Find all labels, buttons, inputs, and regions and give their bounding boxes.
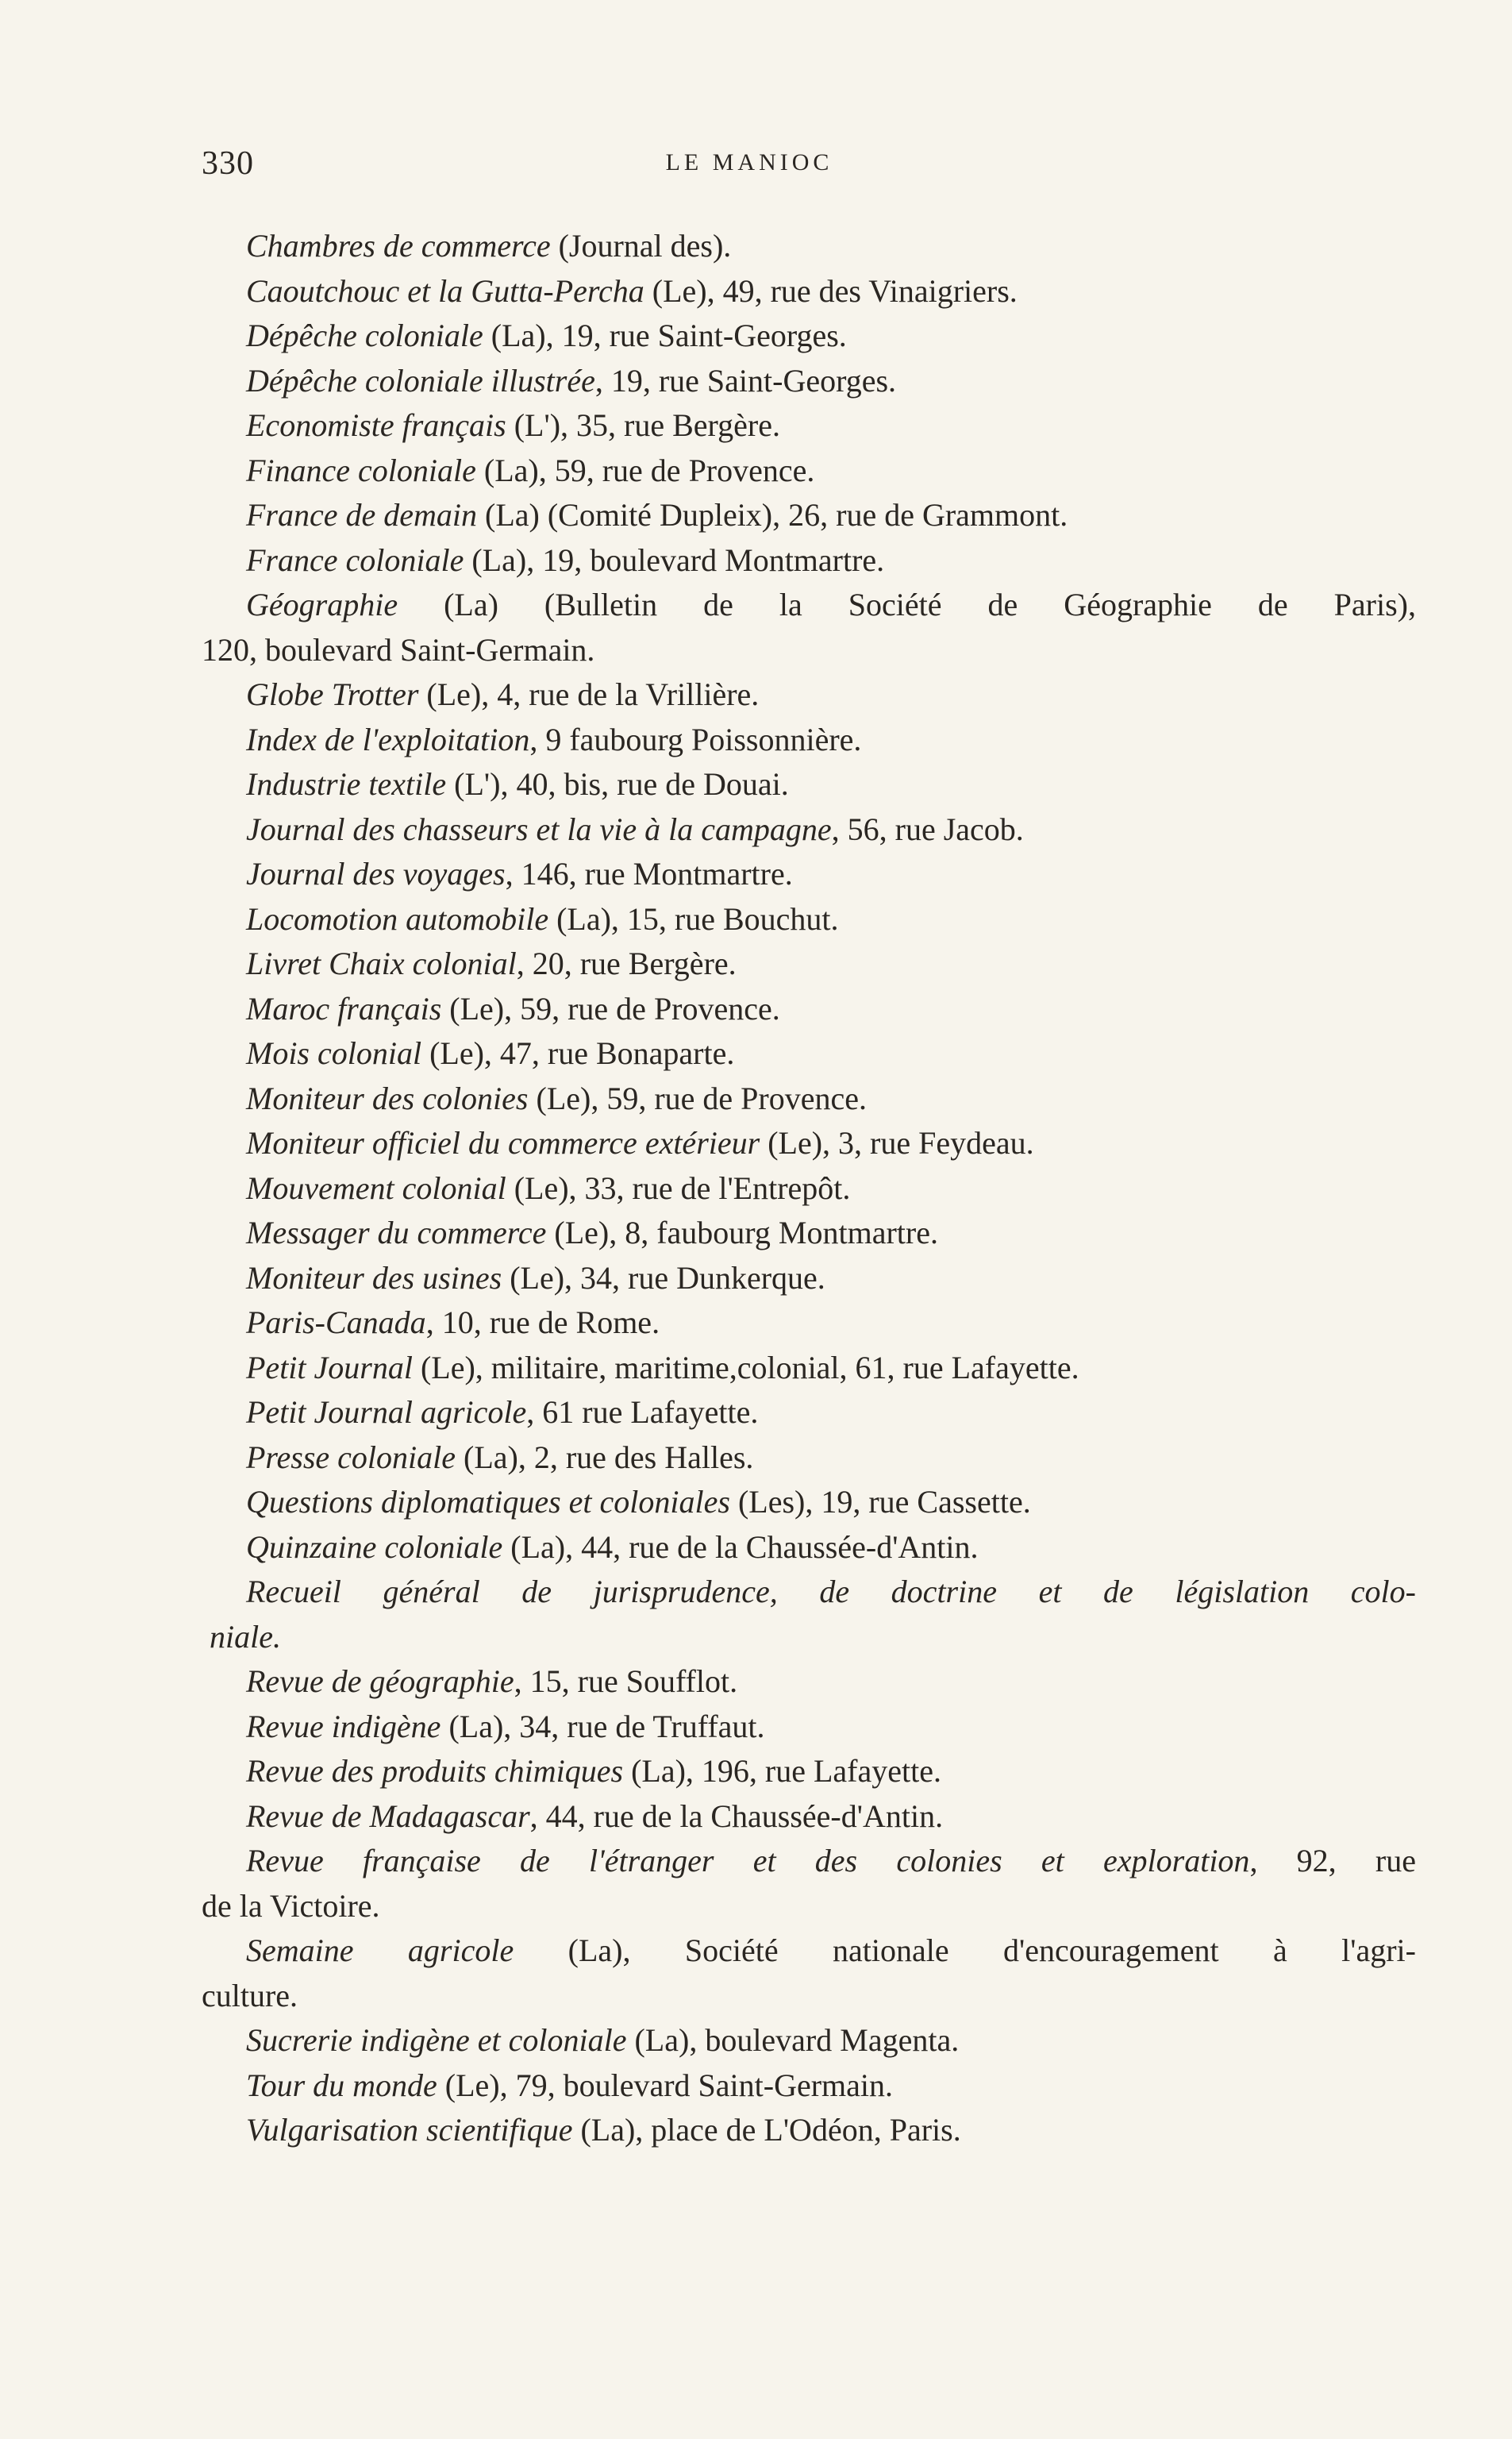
- entry-title: Industrie textile: [246, 766, 447, 802]
- list-item: [202, 1705, 1416, 1750]
- entry-title: Quinzaine coloniale: [246, 1528, 503, 1565]
- running-title: LE MANIOC: [665, 149, 833, 175]
- list-item: [202, 2018, 1416, 2063]
- entry-title: Paris-Canada: [246, 1304, 426, 1340]
- entry-title: Vulgarisation scientifique: [246, 2112, 573, 2148]
- list-item: [202, 359, 1416, 404]
- page-number: 330: [202, 145, 254, 182]
- list-item: [202, 897, 1416, 942]
- entry-details: , 146, rue Montmartre.: [505, 856, 793, 892]
- list-item-continuation: [202, 1615, 1416, 1660]
- list-item: [202, 314, 1416, 359]
- list-item: [202, 762, 1416, 807]
- entry-title: Locomotion automobile: [246, 900, 549, 937]
- entry-title: Questions diplomatiques et coloniales: [246, 1484, 730, 1520]
- entry-details: (La) (Comité Dupleix), 26, rue de Grammont.: [477, 497, 1068, 533]
- list-item: [202, 224, 1416, 269]
- entry-details: (La), 196, rue Lafayette.: [623, 1753, 941, 1789]
- list-item: [202, 1346, 1416, 1391]
- entry-details: (La), 34, rue de Truffaut.: [441, 1708, 765, 1744]
- entry-title: Maroc français: [246, 990, 442, 1027]
- entry-title: Finance coloniale: [246, 452, 476, 488]
- entry-title: Recueil général de jurisprudence, de doctrine et de législation colo-: [246, 1574, 1416, 1609]
- list-item: [202, 449, 1416, 494]
- entry-details: (La), 19, rue Saint-Georges.: [483, 318, 847, 353]
- entry-title: Revue des produits chimiques: [246, 1753, 624, 1789]
- list-item: [202, 987, 1416, 1032]
- entry-title: Petit Journal agricole: [246, 1394, 527, 1430]
- list-item: [202, 1435, 1416, 1481]
- entry-details: (La), 44, rue de la Chaussée-d'Antin.: [502, 1528, 979, 1565]
- entry-details: (La), 2, rue des Halles.: [456, 1439, 754, 1475]
- entry-details: (Le), 59, rue de Provence.: [441, 990, 780, 1027]
- entry-details: (La), 59, rue de Provence.: [475, 452, 815, 488]
- list-item: [202, 1659, 1416, 1705]
- entry-details: (La), Société nationale d'encouragement à l'agri-: [514, 1932, 1416, 1968]
- entry-details: , 19, rue Saint-Georges.: [594, 362, 897, 399]
- entry-details: (Le), 49, rue des Vinaigriers.: [644, 272, 1018, 309]
- entry-title: Mouvement colonial: [246, 1169, 506, 1206]
- entry-details: , 20, rue Bergère.: [516, 946, 737, 981]
- entry-title: niale.: [210, 1618, 281, 1655]
- list-item: [202, 1077, 1416, 1122]
- entry-title: Messager du commerce: [246, 1215, 547, 1250]
- list-item: [202, 942, 1416, 987]
- list-item-continuation: [202, 1974, 1416, 2019]
- list-item: [202, 2108, 1416, 2153]
- list-item: [202, 583, 1416, 628]
- entry-title: Livret Chaix colonial: [246, 946, 517, 981]
- entry-title: Dépêche coloniale: [246, 318, 483, 353]
- list-item: [202, 1390, 1416, 1435]
- list-item: [202, 718, 1416, 763]
- entry-title: Revue française de l'étranger et des colonies et exploration: [246, 1843, 1250, 1878]
- entry-title: Moniteur des colonies: [246, 1080, 529, 1116]
- entry-title: Index de l'exploitation: [246, 721, 530, 757]
- list-item: [202, 1928, 1416, 1974]
- list-item: [202, 1121, 1416, 1166]
- entry-details: (Le), 3, rue Feydeau.: [760, 1125, 1034, 1161]
- list-item: [202, 1031, 1416, 1077]
- list-item: [202, 1300, 1416, 1346]
- entry-title: Petit Journal: [246, 1349, 413, 1385]
- entry-details: (La), 15, rue Bouchut.: [548, 900, 839, 937]
- entry-details: (L'), 35, rue Bergère.: [506, 407, 780, 443]
- entry-title: Tour du monde: [246, 2067, 437, 2103]
- entry-details: , 15, rue Soufflot.: [514, 1663, 738, 1699]
- entry-details: (La), 19, boulevard Montmartre.: [464, 541, 885, 578]
- entry-details: (Les), 19, rue Cassette.: [729, 1484, 1031, 1520]
- list-item: [202, 1749, 1416, 1794]
- entry-title: Dépêche coloniale illustrée: [246, 362, 595, 399]
- list-item: [202, 2063, 1416, 2109]
- entry-title: Mois colonial: [246, 1035, 422, 1071]
- list-item: [202, 1570, 1416, 1615]
- list-item: [202, 1480, 1416, 1525]
- entry-details: (Le), 4, rue de la Vrillière.: [418, 676, 760, 712]
- entry-details: culture.: [202, 1977, 298, 2013]
- list-item: [202, 1211, 1416, 1256]
- entry-details: (L'), 40, bis, rue de Douai.: [446, 766, 789, 802]
- list-item: [202, 807, 1416, 853]
- entry-details: , 56, rue Jacob.: [831, 811, 1024, 847]
- entry-details: (Le), 59, rue de Provence.: [528, 1080, 867, 1116]
- entry-details: , 61 rue Lafayette.: [526, 1394, 759, 1430]
- entry-details: (Le), 79, boulevard Saint-Germain.: [437, 2067, 894, 2103]
- list-item: [202, 403, 1416, 449]
- entry-details: (La), boulevard Magenta.: [626, 2022, 960, 2058]
- list-item: [202, 1794, 1416, 1840]
- list-item: [202, 1525, 1416, 1570]
- entry-title: Chambres de commerce: [246, 228, 551, 264]
- entry-details: (Le), 8, faubourg Montmartre.: [546, 1215, 938, 1250]
- list-item: [202, 538, 1416, 584]
- entry-title: Géographie: [246, 587, 398, 622]
- list-item-continuation: [202, 1884, 1416, 1929]
- list-item: [202, 1839, 1416, 1884]
- entry-title: Presse coloniale: [246, 1439, 456, 1475]
- entry-details: (La) (Bulletin de la Société de Géographie de Paris),: [398, 587, 1416, 622]
- entry-title: Economiste français: [246, 407, 506, 443]
- entry-details: (Le), 33, rue de l'Entrepôt.: [506, 1169, 851, 1206]
- entry-title: Sucrerie indigène et coloniale: [246, 2022, 627, 2058]
- list-item: [202, 269, 1416, 314]
- entry-details: (La), place de L'Odéon, Paris.: [572, 2112, 961, 2148]
- entry-details: (Le), 34, rue Dunkerque.: [502, 1259, 825, 1296]
- entry-details: , 92, rue: [1249, 1843, 1416, 1878]
- entry-title: Moniteur des usines: [246, 1259, 502, 1296]
- entry-title: Revue de Madagascar: [246, 1797, 530, 1834]
- entry-details: de la Victoire.: [202, 1887, 380, 1924]
- entry-details: (Le), militaire, maritime,colonial, 61, rue Lafayette.: [412, 1349, 1079, 1385]
- entry-title: France de demain: [246, 497, 478, 533]
- entry-title: Revue de géographie: [246, 1663, 514, 1699]
- entry-details: , 10, rue de Rome.: [425, 1304, 660, 1340]
- entry-title: Caoutchouc et la Gutta-Percha: [246, 272, 644, 309]
- periodical-list: [202, 224, 1416, 2153]
- entry-title: Globe Trotter: [246, 676, 419, 712]
- list-item: [202, 852, 1416, 897]
- entry-details: , 9 faubourg Poissonnière.: [529, 721, 862, 757]
- entry-title: Journal des voyages: [246, 856, 506, 892]
- page-header: [202, 144, 1408, 192]
- entry-details: 120, boulevard Saint-Germain.: [202, 631, 595, 668]
- entry-title: France coloniale: [246, 541, 464, 578]
- list-item: [202, 1256, 1416, 1301]
- entry-title: Semaine agricole: [246, 1932, 514, 1968]
- list-item: [202, 672, 1416, 718]
- entry-details: (Le), 47, rue Bonaparte.: [421, 1035, 735, 1071]
- entry-title: Revue indigène: [246, 1708, 441, 1744]
- list-item-continuation: [202, 628, 1416, 673]
- list-item: [202, 493, 1416, 538]
- entry-details: (Journal des).: [550, 228, 732, 264]
- entry-title: Moniteur officiel du commerce extérieur: [246, 1125, 760, 1161]
- list-item: [202, 1166, 1416, 1212]
- entry-details: , 44, rue de la Chaussée-d'Antin.: [529, 1797, 944, 1834]
- entry-title: Journal des chasseurs et la vie à la campagne: [246, 811, 832, 847]
